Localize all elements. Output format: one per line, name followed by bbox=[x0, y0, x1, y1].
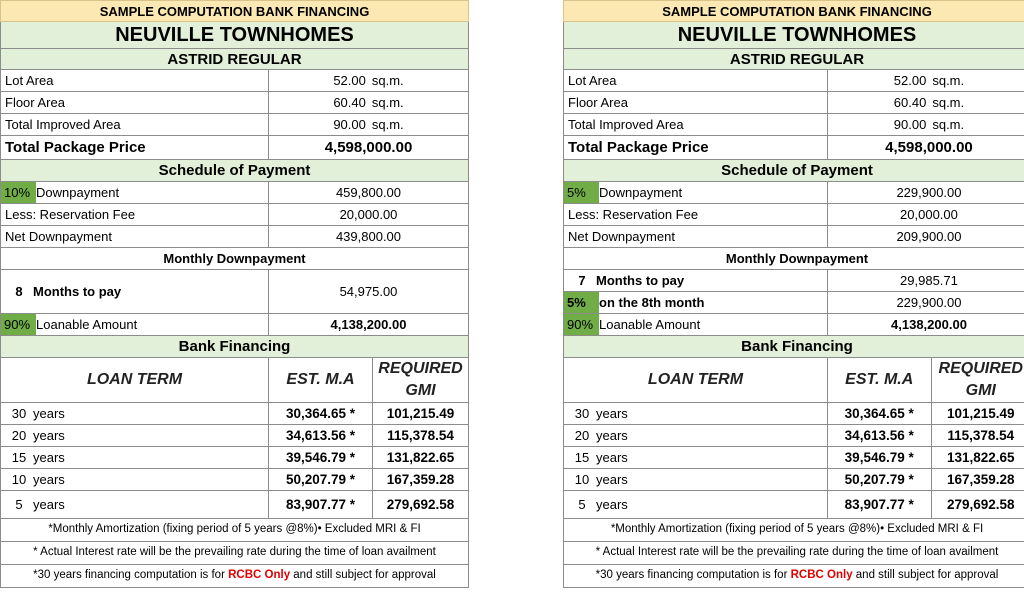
col-loan-term: LOAN TERM bbox=[564, 358, 828, 403]
lot-area-value bbox=[827, 70, 1024, 92]
ma-value: 30,364.65 bbox=[285, 405, 347, 421]
term-ma bbox=[827, 447, 931, 469]
computation-sheet-10pct bbox=[0, 0, 468, 597]
term-unit: years bbox=[33, 450, 65, 465]
loanable-text: Loanable Amount bbox=[599, 317, 701, 332]
term-years bbox=[564, 403, 828, 425]
term-gmi: 167,359.28 bbox=[373, 469, 469, 491]
term-gmi: 167,359.28 bbox=[931, 469, 1024, 491]
tia-value bbox=[269, 114, 469, 136]
months-text: Months to pay bbox=[33, 284, 122, 299]
note-amortization: *Monthly Amortization (fixing period of 5 years @8%)• Excluded MRI & FI bbox=[564, 519, 1024, 542]
eighth-month-percent: 5% bbox=[564, 292, 599, 313]
term-number: 30 bbox=[11, 406, 27, 421]
term-ma bbox=[269, 469, 373, 491]
monthly-downpayment-heading: Monthly Downpayment bbox=[1, 248, 469, 270]
tia-label: Total Improved Area bbox=[564, 114, 828, 136]
asterisk: * bbox=[908, 449, 914, 465]
computation-sheet-5pct bbox=[563, 0, 1024, 597]
note-rcbc-suffix: and still subject for approval bbox=[852, 569, 999, 582]
project-name: NEUVILLE TOWNHOMES bbox=[1, 22, 469, 49]
term-gmi: 279,692.58 bbox=[931, 491, 1024, 519]
term-row bbox=[564, 447, 1024, 469]
ma-value: 39,546.79 bbox=[285, 449, 347, 465]
term-gmi: 115,378.54 bbox=[931, 425, 1024, 447]
term-row bbox=[1, 491, 469, 519]
downpayment-percent: 5% bbox=[564, 182, 599, 203]
term-ma bbox=[269, 447, 373, 469]
term-number: 10 bbox=[574, 472, 590, 487]
term-number: 5 bbox=[578, 497, 586, 512]
term-ma bbox=[827, 403, 931, 425]
term-row bbox=[564, 425, 1024, 447]
loanable-label bbox=[564, 314, 828, 336]
downpayment-label bbox=[1, 182, 269, 204]
loanable-text: Loanable Amount bbox=[36, 317, 138, 332]
term-row bbox=[564, 403, 1024, 425]
eighth-month-text: on the 8th month bbox=[599, 295, 705, 310]
downpayment-text: Downpayment bbox=[36, 185, 120, 200]
model-name: ASTRID REGULAR bbox=[564, 49, 1024, 70]
term-years bbox=[1, 403, 269, 425]
downpayment-label bbox=[564, 182, 828, 204]
ma-value: 50,207.79 bbox=[285, 471, 347, 487]
unit-label: sq.m. bbox=[371, 73, 404, 88]
term-gmi: 115,378.54 bbox=[373, 425, 469, 447]
net-downpayment-value: 209,900.00 bbox=[827, 226, 1024, 248]
term-gmi: 131,822.65 bbox=[373, 447, 469, 469]
months-text: Months to pay bbox=[596, 273, 685, 288]
term-gmi: 279,692.58 bbox=[373, 491, 469, 519]
asterisk: * bbox=[349, 496, 356, 512]
term-ma bbox=[827, 491, 931, 519]
months-amount: 29,985.71 bbox=[827, 270, 1024, 292]
tia-value bbox=[827, 114, 1024, 136]
term-gmi: 131,822.65 bbox=[931, 447, 1024, 469]
floor-area-label: Floor Area bbox=[564, 92, 828, 114]
asterisk: * bbox=[908, 471, 914, 487]
col-loan-term: LOAN TERM bbox=[1, 358, 269, 403]
ma-value: 34,613.56 bbox=[285, 427, 347, 443]
reservation-value: 20,000.00 bbox=[269, 204, 469, 226]
unit-label: sq.m. bbox=[932, 73, 965, 88]
lot-area-number: 52.00 bbox=[333, 73, 366, 88]
term-unit: years bbox=[596, 497, 628, 512]
lot-area-value bbox=[269, 70, 469, 92]
tpp-value: 4,598,000.00 bbox=[269, 136, 469, 160]
floor-area-value bbox=[827, 92, 1024, 114]
note-rcbc bbox=[564, 565, 1024, 588]
term-number: 15 bbox=[11, 450, 27, 465]
tia-label: Total Improved Area bbox=[1, 114, 269, 136]
months-to-pay-label bbox=[564, 270, 828, 292]
bank-financing-heading: Bank Financing bbox=[1, 336, 469, 358]
term-number: 15 bbox=[574, 450, 590, 465]
reservation-label: Less: Reservation Fee bbox=[564, 204, 828, 226]
term-years bbox=[564, 491, 828, 519]
term-ma bbox=[269, 403, 373, 425]
note-rcbc-suffix: and still subject for approval bbox=[290, 569, 436, 582]
unit-label: sq.m. bbox=[371, 95, 404, 110]
term-years bbox=[564, 469, 828, 491]
term-row bbox=[1, 447, 469, 469]
tpp-value: 4,598,000.00 bbox=[827, 136, 1024, 160]
floor-area-number: 60.40 bbox=[333, 95, 366, 110]
net-downpayment-label: Net Downpayment bbox=[1, 226, 269, 248]
asterisk: * bbox=[908, 496, 914, 512]
term-unit: years bbox=[33, 472, 65, 487]
term-row bbox=[1, 469, 469, 491]
schedule-heading: Schedule of Payment bbox=[564, 160, 1024, 182]
asterisk: * bbox=[349, 449, 356, 465]
note-amortization: *Monthly Amortization (fixing period of 5 years @8%)• Excluded MRI & FI bbox=[1, 519, 469, 542]
loanable-percent: 90% bbox=[1, 314, 36, 335]
term-ma bbox=[269, 425, 373, 447]
note-rcbc-bank: RCBC Only bbox=[790, 569, 853, 582]
banner-title: SAMPLE COMPUTATION BANK FINANCING bbox=[564, 1, 1024, 22]
floor-area-label: Floor Area bbox=[1, 92, 269, 114]
project-name: NEUVILLE TOWNHOMES bbox=[564, 22, 1024, 49]
unit-label: sq.m. bbox=[932, 117, 965, 132]
loanable-value: 4,138,200.00 bbox=[827, 314, 1024, 336]
downpayment-value: 459,800.00 bbox=[269, 182, 469, 204]
ma-value: 30,364.65 bbox=[844, 405, 905, 421]
asterisk: * bbox=[349, 405, 356, 421]
term-number: 5 bbox=[15, 497, 23, 512]
unit-label: sq.m. bbox=[932, 95, 965, 110]
term-ma bbox=[269, 491, 373, 519]
loanable-percent: 90% bbox=[564, 314, 599, 335]
net-downpayment-value: 439,800.00 bbox=[269, 226, 469, 248]
term-number: 10 bbox=[11, 472, 27, 487]
eighth-month-label bbox=[564, 292, 828, 314]
term-unit: years bbox=[596, 406, 628, 421]
term-row bbox=[564, 469, 1024, 491]
term-unit: years bbox=[33, 428, 65, 443]
months-count: 7 bbox=[578, 273, 586, 288]
term-gmi: 101,215.49 bbox=[373, 403, 469, 425]
reservation-value: 20,000.00 bbox=[827, 204, 1024, 226]
ma-value: 50,207.79 bbox=[844, 471, 905, 487]
months-count: 8 bbox=[15, 284, 23, 299]
term-ma bbox=[827, 469, 931, 491]
ma-value: 83,907.77 bbox=[844, 496, 905, 512]
tpp-label: Total Package Price bbox=[564, 136, 828, 160]
asterisk: * bbox=[349, 427, 356, 443]
loanable-label bbox=[1, 314, 269, 336]
downpayment-text: Downpayment bbox=[599, 185, 683, 200]
term-unit: years bbox=[596, 428, 628, 443]
ma-value: 83,907.77 bbox=[285, 496, 347, 512]
term-years bbox=[1, 425, 269, 447]
eighth-month-amount: 229,900.00 bbox=[827, 292, 1024, 314]
downpayment-value: 229,900.00 bbox=[827, 182, 1024, 204]
model-name: ASTRID REGULAR bbox=[1, 49, 469, 70]
lot-area-number: 52.00 bbox=[893, 73, 927, 88]
floor-area-number: 60.40 bbox=[893, 95, 927, 110]
term-number: 20 bbox=[574, 428, 590, 443]
ma-value: 39,546.79 bbox=[844, 449, 905, 465]
term-row bbox=[564, 491, 1024, 519]
asterisk: * bbox=[349, 471, 356, 487]
banner-title: SAMPLE COMPUTATION BANK FINANCING bbox=[1, 1, 469, 22]
tia-number: 90.00 bbox=[893, 117, 927, 132]
months-to-pay-label bbox=[1, 270, 269, 314]
term-number: 20 bbox=[11, 428, 27, 443]
loanable-value: 4,138,200.00 bbox=[269, 314, 469, 336]
term-years bbox=[1, 469, 269, 491]
computation-table bbox=[0, 0, 469, 588]
lot-area-label: Lot Area bbox=[1, 70, 269, 92]
asterisk: * bbox=[908, 427, 914, 443]
term-years bbox=[1, 447, 269, 469]
tpp-label: Total Package Price bbox=[1, 136, 269, 160]
note-rcbc-prefix: *30 years financing computation is for bbox=[595, 569, 791, 582]
monthly-downpayment-heading: Monthly Downpayment bbox=[564, 248, 1024, 270]
term-unit: years bbox=[596, 450, 628, 465]
term-years bbox=[564, 447, 828, 469]
note-rcbc-prefix: *30 years financing computation is for bbox=[33, 569, 229, 582]
tia-number: 90.00 bbox=[333, 117, 366, 132]
net-downpayment-label: Net Downpayment bbox=[564, 226, 828, 248]
ma-value: 34,613.56 bbox=[844, 427, 905, 443]
floor-area-value bbox=[269, 92, 469, 114]
col-required-gmi: REQUIRED GMI bbox=[373, 358, 469, 403]
months-amount: 54,975.00 bbox=[269, 270, 469, 314]
col-required-gmi: REQUIRED GMI bbox=[931, 358, 1024, 403]
col-est-ma: EST. M.A bbox=[269, 358, 373, 403]
reservation-label: Less: Reservation Fee bbox=[1, 204, 269, 226]
term-years bbox=[1, 491, 269, 519]
term-ma bbox=[827, 425, 931, 447]
lot-area-label: Lot Area bbox=[564, 70, 828, 92]
term-row bbox=[1, 425, 469, 447]
bank-financing-heading: Bank Financing bbox=[564, 336, 1024, 358]
term-unit: years bbox=[596, 472, 628, 487]
asterisk: * bbox=[908, 405, 914, 421]
term-unit: years bbox=[33, 497, 65, 512]
term-number: 30 bbox=[574, 406, 590, 421]
computation-table bbox=[563, 0, 1024, 588]
note-rcbc-bank: RCBC Only bbox=[228, 569, 291, 582]
term-gmi: 101,215.49 bbox=[931, 403, 1024, 425]
term-row bbox=[1, 403, 469, 425]
note-rcbc bbox=[1, 565, 469, 588]
term-years bbox=[564, 425, 828, 447]
schedule-heading: Schedule of Payment bbox=[1, 160, 469, 182]
term-unit: years bbox=[33, 406, 65, 421]
note-interest: * Actual Interest rate will be the prevailing rate during the time of loan availment bbox=[564, 542, 1024, 565]
note-interest: * Actual Interest rate will be the prevailing rate during the time of loan availment bbox=[1, 542, 469, 565]
col-est-ma: EST. M.A bbox=[827, 358, 931, 403]
unit-label: sq.m. bbox=[371, 117, 404, 132]
downpayment-percent: 10% bbox=[1, 182, 36, 203]
